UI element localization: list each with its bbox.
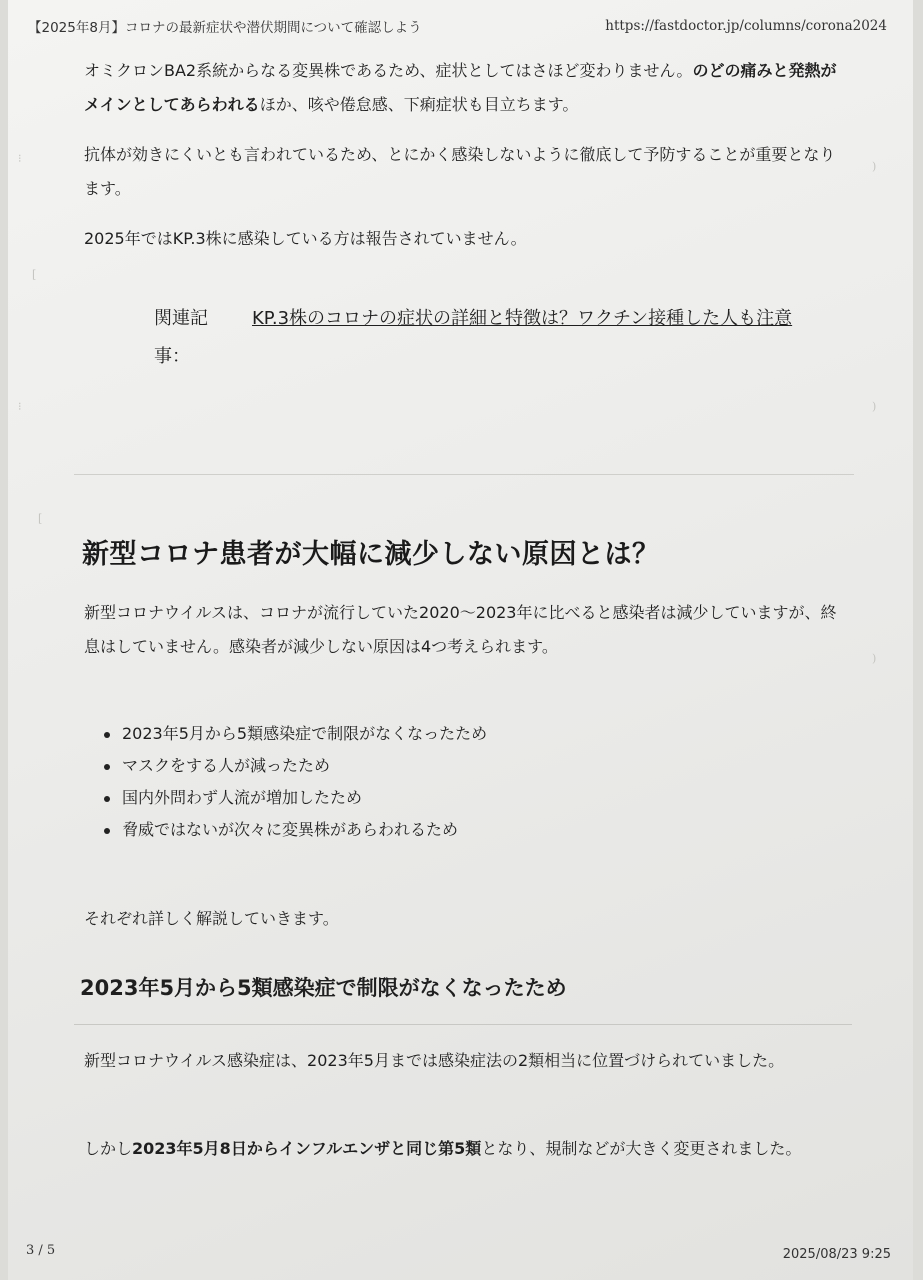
related-article-label: 関連記事： <box>154 308 208 367</box>
paragraph-class2: 新型コロナウイルス感染症は、2023年5月までは感染症法の2類相当に位置づけられていました。 <box>84 1051 785 1070</box>
print-datetime: 2025/08/23 9:25 <box>782 1247 891 1262</box>
printed-page <box>8 0 913 1280</box>
list-item: 脅威ではないが次々に変異株があらわれるため <box>104 814 487 846</box>
show-through-mark: [ <box>38 512 43 525</box>
paragraph-kp3-report: 2025年ではKP.3株に感染している方は報告されていません。 <box>84 229 527 248</box>
paragraph-class5 <box>84 1132 844 1166</box>
section-heading: 新型コロナ患者が大幅に減少しない原因とは？ <box>82 539 660 570</box>
related-article-link[interactable]: KP.3株のコロナの症状の詳細と特徴は？ワクチン接種した人も注意 <box>252 308 793 329</box>
show-through-mark: [ <box>32 268 37 281</box>
emphasis-text: のどの痛みと発熱がメインとしてあらわれる <box>84 61 837 114</box>
page-number: 3 / 5 <box>26 1243 56 1258</box>
list-item: マスクをする人が減ったため <box>104 750 487 782</box>
emphasis-text: 2023年5月8日からインフルエンザと同じ第5類 <box>132 1139 482 1158</box>
paragraph-text: ほか、咳や倦怠感、下痢症状も目立ちます。 <box>259 95 579 114</box>
explain-text: それぞれ詳しく解説していきます。 <box>84 909 339 928</box>
reasons-list <box>104 718 487 846</box>
list-item: 2023年5月から5類感染症で制限がなくなったため <box>104 718 487 750</box>
paragraph-text: となり、規制などが大きく変更されました。 <box>481 1139 802 1158</box>
section-intro: 新型コロナウイルスは、コロナが流行していた2020〜2023年に比べると感染者は減少していますが、終息はしていません。感染者が減少しない原因は4つ考えられます。 <box>84 603 837 656</box>
print-header-title: 【2025年8月】コロナの最新症状や潜伏期間について確認しよう <box>28 20 422 36</box>
paragraph-text: しかし <box>84 1139 133 1158</box>
section-divider <box>74 474 854 475</box>
subsection-underline <box>74 1024 852 1025</box>
list-item: 国内外問わず人流が増加したため <box>104 782 487 814</box>
subsection-heading: 2023年5月から5類感染症で制限がなくなったため <box>80 976 567 1000</box>
show-through-mark: ⁝ <box>18 400 22 413</box>
show-through-mark: ) <box>872 652 877 665</box>
paragraph-text: オミクロンBA2系統からなる変異株であるため、症状としてはさほど変わりません。 <box>84 61 693 80</box>
paragraph-prevention: 抗体が効きにくいとも言われているため、とにかく感染しないように徹底して予防することが重要となります。 <box>84 145 836 198</box>
show-through-mark: ) <box>872 160 877 173</box>
print-header-url: https://fastdoctor.jp/columns/corona2024 <box>605 18 887 34</box>
show-through-mark: ) <box>872 400 877 413</box>
show-through-mark: ⁝ <box>18 152 22 165</box>
paragraph-omicron <box>84 54 844 122</box>
